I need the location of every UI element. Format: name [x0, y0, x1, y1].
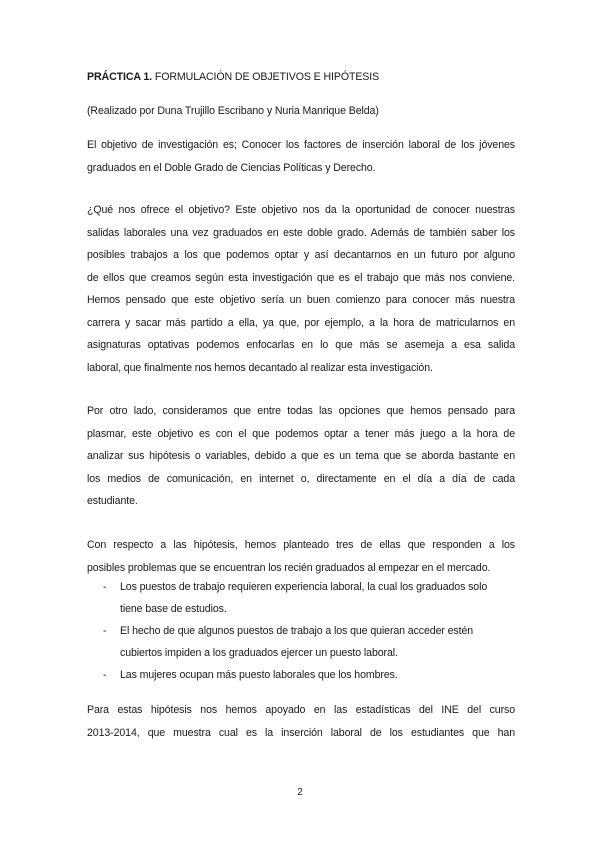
dash-bullet: - — [103, 669, 107, 681]
paragraph-line: carrera y sacar más partido a ella, ya que, por ejemplo, a la hora de matricularnos en — [87, 316, 515, 329]
hypotheses-intro-paragraph — [87, 534, 515, 579]
statistics-paragraph — [87, 699, 515, 744]
objective-paragraph — [87, 134, 515, 179]
paragraph-line: 2013-2014, que muestra cual es la inserción laboral de los estudiantes que han — [87, 726, 515, 739]
dash-bullet: - — [103, 581, 107, 593]
page-number: 2 — [297, 787, 303, 798]
practice-heading — [87, 71, 379, 83]
authors-line: (Realizado por Duna Trujillo Escribano y Nuria Manrique Belda) — [87, 105, 379, 117]
dash-bullet: - — [103, 625, 107, 637]
hypothesis-line: Los puestos de trabajo requieren experiencia laboral, la cual los graduados solo — [120, 581, 488, 593]
practice-heading-text: FORMULACIÓN DE OBJETIVOS E HIPÓTESIS — [152, 71, 380, 83]
objective-line: graduados en el Doble Grado de Ciencias Políticas y Derecho. — [87, 161, 376, 174]
paragraph-line: de ellos que creamos según esta investigación que es el trabajo que más nos conviene. — [87, 271, 515, 284]
hypothesis-line: El hecho de que algunos puestos de trabajo a los que quieran acceder estén — [120, 625, 474, 637]
paragraph-line: posibles trabajos a los que podemos optar y así decantarnos en un futuro por alguno — [87, 249, 515, 261]
hypothesis-item — [87, 620, 515, 664]
objective-benefits-paragraph — [87, 199, 515, 379]
hypothesis-line: tiene base de estudios. — [120, 603, 227, 615]
paragraph-line: Por otro lado, consideramos que entre todas las opciones que hemos pensado para — [87, 405, 515, 417]
hypothesis-line: Las mujeres ocupan más puesto laborales que los hombres. — [120, 669, 398, 681]
paragraph-line: analizar sus hipótesis o variables, debido a que es un tema que se aborda bastante en — [87, 450, 515, 462]
paragraph-line: salidas laborales una vez graduados en este doble grado. Además de también saber los — [87, 226, 515, 239]
paragraph-line: plasmar, este objetivo es con el que podemos optar a tener más juego a la hora de — [87, 427, 515, 440]
hypothesis-item — [87, 664, 515, 686]
paragraph-line: estudiante. — [87, 495, 138, 507]
paragraph-line: posibles problemas que se encuentran los recién graduados al empezar en el mercado. — [87, 561, 491, 574]
practice-heading-number: PRÁCTICA 1. — [87, 71, 153, 83]
paragraph-line: Con respecto a las hipótesis, hemos planteado tres de ellas que responden a los — [87, 539, 515, 551]
paragraph-line: Para estas hipótesis nos hemos apoyado en las estadísticas del INE del curso — [87, 704, 515, 716]
paragraph-line: Hemos pensado que este objetivo sería un buen comienzo para conocer más nuestra — [87, 294, 515, 306]
paragraph-line: los medios de comunicación, en internet o, directamente en el día a día de cada — [87, 472, 515, 485]
paragraph-line: asignaturas optativas podemos enfocarlas en lo que más se asemeja a esa salida — [87, 339, 515, 351]
hypotheses-list — [87, 576, 515, 686]
hypothesis-item — [87, 576, 515, 620]
paragraph-line: ¿Qué nos ofrece el objetivo? Este objetivo nos da la oportunidad de conocer nuestras — [87, 204, 515, 216]
objective-reasoning-paragraph — [87, 400, 515, 513]
paragraph-line: laboral, que finalmente nos hemos decantado al realizar esta investigación. — [87, 361, 433, 374]
hypothesis-line: cubiertos impiden a los graduados ejercer un puesto laboral. — [120, 647, 398, 659]
objective-line: El objetivo de investigación es; Conocer los factores de inserción laboral de los jóvenes — [87, 139, 515, 151]
